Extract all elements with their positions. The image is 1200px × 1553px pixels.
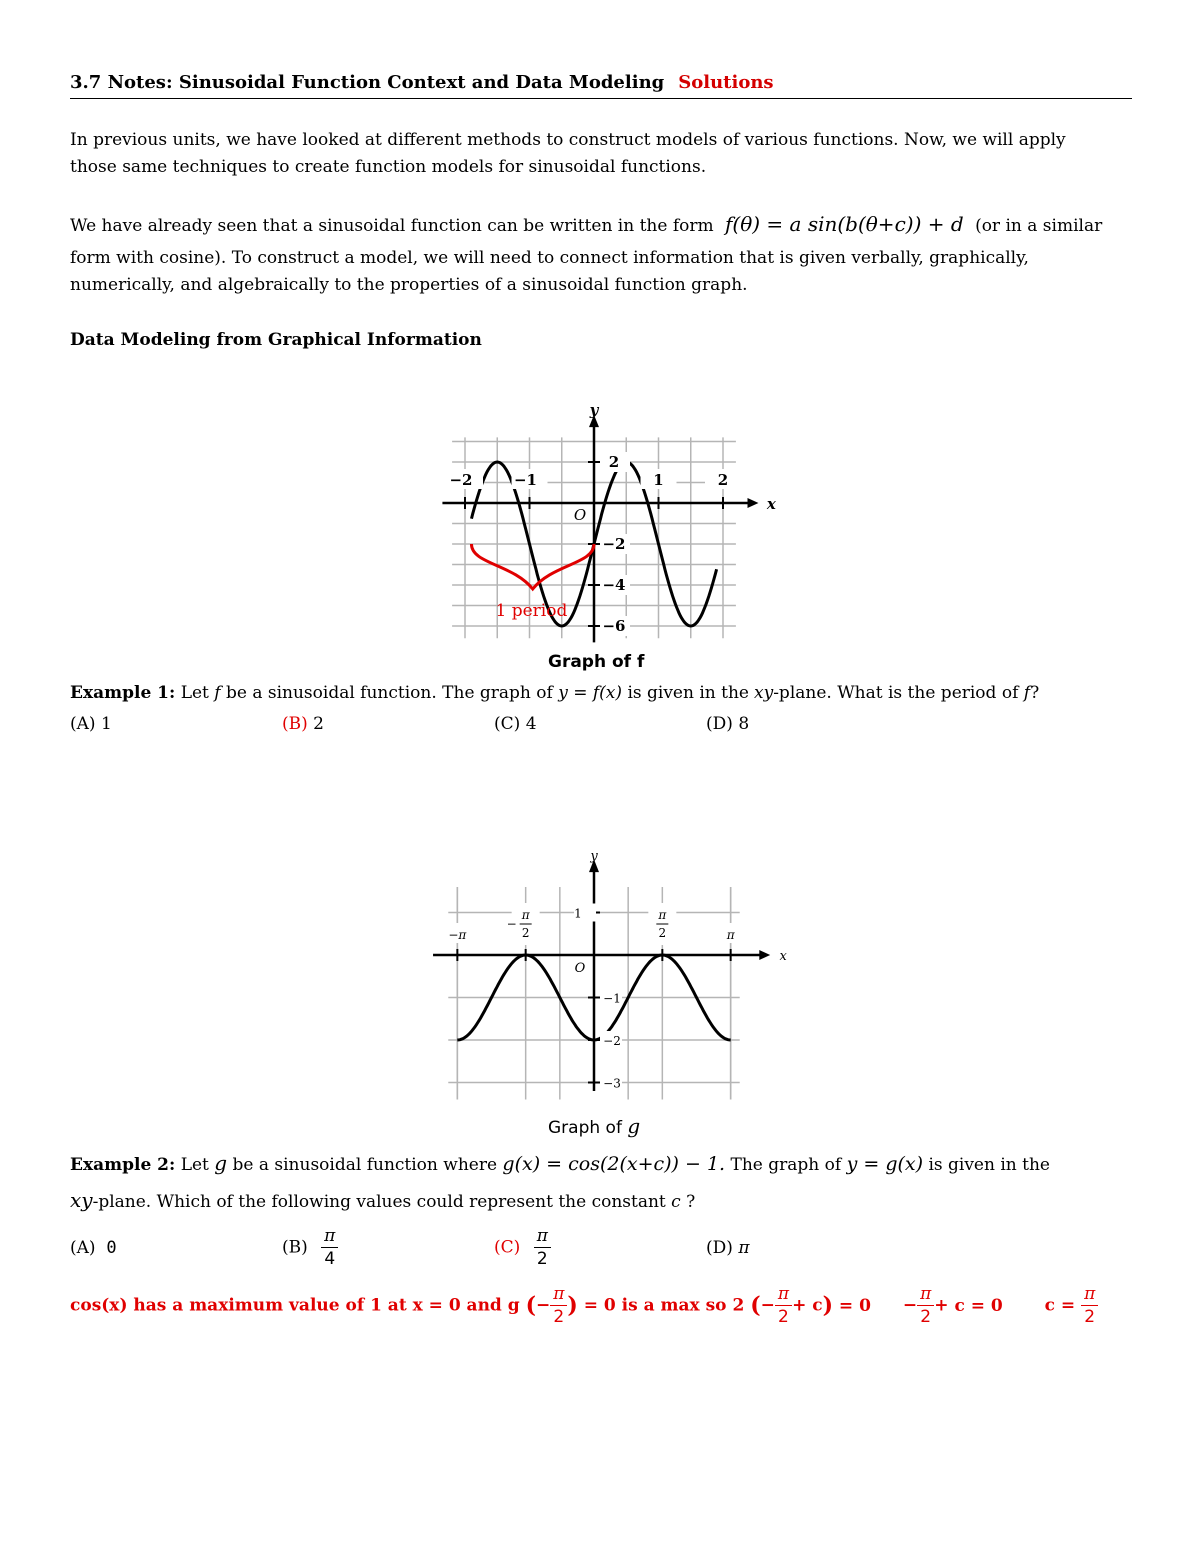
ex2-text-3: The graph of — [730, 1155, 842, 1175]
x-tick-half-den: 2 — [521, 926, 530, 940]
graph-g-caption-var: g — [627, 1114, 641, 1138]
y-tick-label: −4 — [602, 576, 626, 594]
y-tick-label: −2 — [602, 535, 626, 553]
x-tick-label: −1 — [513, 471, 538, 489]
ex2-text: Let — [180, 1155, 209, 1175]
form-paragraph — [70, 211, 1102, 299]
ex1-xy: xy — [753, 683, 774, 703]
graph-g-labels — [443, 849, 787, 1092]
solution-part-4: c = 0 — [954, 1295, 1003, 1316]
ex2-choice-d: (D) π — [706, 1238, 750, 1258]
ex1-choice-a: (A) 1 — [70, 714, 112, 734]
ex2-choice-b: (B) $\frac{\pi}{4}$ — [282, 1225, 338, 1270]
x-tick-half-den: 2 — [658, 926, 667, 940]
x-tick-minus: − — [506, 917, 517, 931]
form-line-1 — [70, 211, 1102, 240]
form-line-2: form with cosine). To construct a model, we will need to connect information that is given verbally, graphically, — [70, 248, 1029, 268]
x-tick-neg-pi: −π — [448, 928, 467, 942]
x-tick-label: 2 — [717, 471, 729, 489]
ex2-choice-a: (A) 0 — [70, 1238, 117, 1258]
graph-g-caption — [548, 1114, 640, 1138]
intro-line-1: In previous units, we have looked at different methods to construct models of various functions. Now, we will apply — [70, 130, 1066, 150]
ex2-text-2: be a sinusoidal function where — [232, 1155, 498, 1175]
y-axis-label: y — [590, 849, 598, 864]
solution-part-5: c = — [1044, 1295, 1076, 1316]
ex1-f2: f — [1023, 683, 1031, 703]
ex2-choice-c: (C) $\frac{\pi}{2}$ — [494, 1225, 551, 1270]
graph-f — [420, 395, 790, 675]
origin-label: O — [573, 506, 587, 524]
ex2-eq2: y = g(x) — [846, 1153, 924, 1175]
graph-f-labels — [447, 401, 777, 636]
ex2-end: ? — [686, 1192, 696, 1212]
ex2-g: g — [214, 1151, 228, 1175]
solution-part-3: = 0 — [838, 1295, 871, 1316]
x-tick-half-num: π — [658, 908, 667, 922]
ex1-choice-b: (B) 2 — [282, 714, 324, 734]
ex1-text-4: -plane. What is the period of — [773, 683, 1019, 703]
page-title — [70, 72, 774, 93]
section-heading: Data Modeling from Graphical Information — [70, 330, 482, 350]
ex2-text-5: -plane. Which of the following values could represent the constant — [92, 1192, 666, 1212]
ex2-line-1 — [70, 1150, 1050, 1179]
y-tick-label: −2 — [603, 1034, 621, 1048]
x-tick-label: −2 — [449, 471, 473, 489]
ex1-text-2: be a sinusoidal function. The graph of — [225, 683, 553, 703]
ex2-text-4: is given in the — [928, 1155, 1050, 1175]
y-tick-label: −3 — [603, 1076, 621, 1091]
y-tick-label: −6 — [602, 617, 626, 635]
graph-f-caption: Graph of f — [548, 652, 645, 672]
x-tick-label: 1 — [653, 471, 664, 489]
example2-solution: cos(x) has a maximum value of 1 at x = 0 and g (− $\frac{\pi}{2}$ ) = 0 is a max so 2 (− $\frac{\pi}{2}$ + c) = 0 − $\frac{\pi}{2}$ + c = 0 c = $\frac{\pi}{2}$ — [70, 1283, 1098, 1328]
ex2-line-2 — [70, 1187, 1050, 1216]
ex1-text: Let — [180, 683, 209, 703]
x-axis-label: x — [779, 949, 787, 964]
example1-prompt — [70, 680, 1039, 707]
title-text: 3.7 Notes: Sinusoidal Function Context and Data Modeling — [70, 72, 665, 93]
ex1-choice-d: (D) 8 — [706, 714, 750, 734]
origin-label: O — [574, 961, 586, 976]
graph-g — [420, 840, 800, 1115]
y-tick-label: 2 — [608, 453, 620, 471]
y-axis-label: y — [589, 401, 599, 419]
x-tick-half-num: π — [521, 908, 530, 922]
solution-part-2: = 0 is a max so 2 — [583, 1295, 745, 1316]
ex1-choice-c: (C) 4 — [494, 714, 537, 734]
title-rule — [70, 98, 1132, 99]
ex1-f: f — [214, 683, 221, 703]
example2-label: Example 2: — [70, 1155, 176, 1175]
example1-label: Example 1: — [70, 683, 176, 703]
graph-g-caption-text: Graph of — [548, 1118, 622, 1138]
x-axis-arrow — [748, 498, 759, 508]
x-tick-pi: π — [726, 928, 735, 942]
graph-g-axes — [433, 859, 770, 1091]
graph-f-axes — [442, 415, 758, 643]
ex1-text-3: is given in the — [627, 683, 749, 703]
solutions-label: Solutions — [678, 72, 774, 93]
ex2-xy: xy — [70, 1188, 93, 1212]
example2-prompt — [70, 1150, 1050, 1216]
form-line-1-post: (or in a similar — [975, 216, 1103, 236]
x-axis-label: x — [766, 495, 776, 513]
ex2-eq: g(x) = cos(2(x+c)) − 1. — [502, 1153, 726, 1175]
general-formula: f(θ) = a sin(b(θ+c)) + d — [725, 212, 964, 236]
ex1-end: ? — [1030, 683, 1040, 703]
intro-line-2: those same techniques to create function models for sinusoidal functions. — [70, 157, 707, 177]
y-tick-label: 1 — [574, 906, 582, 921]
y-tick-label: −1 — [603, 991, 621, 1006]
intro-paragraph — [70, 127, 1066, 181]
period-annotation: 1 period — [495, 601, 568, 621]
x-axis-arrow — [759, 950, 770, 960]
form-line-1-pre: We have already seen that a sinusoidal function can be written in the form — [70, 216, 714, 236]
form-line-3: numerically, and algebraically to the properties of a sinusoidal function graph. — [70, 275, 748, 295]
solution-part-1: cos(x) has a maximum value of 1 at x = 0 and g — [70, 1295, 520, 1316]
ex2-c: c — [671, 1192, 681, 1212]
ex1-eq: y = f(x) — [558, 683, 623, 703]
